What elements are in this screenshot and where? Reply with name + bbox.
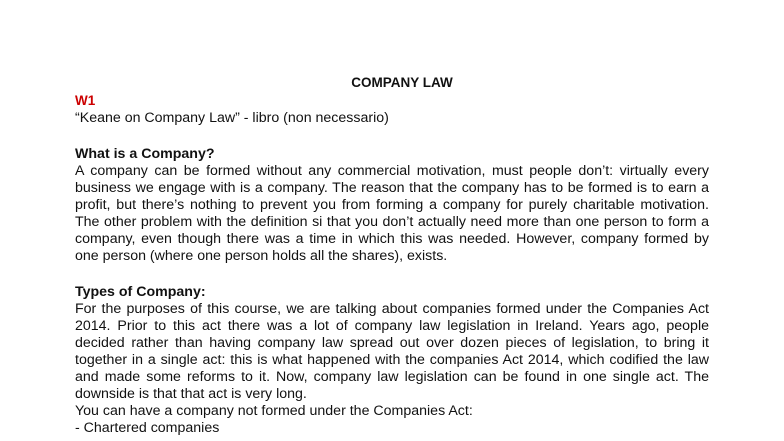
list-item: - Chartered companies — [75, 420, 220, 436]
spacer — [75, 127, 709, 145]
document-title: COMPANY LAW — [351, 75, 453, 90]
section-heading-types-of-company: Types of Company: — [75, 284, 206, 300]
section-paragraph-what-is-company: A company can be formed without any commercial motivation, must people don’t: virtually every business we engage with is a company. The reason that the company has to be formed is to earn a profit, but there’s nothing to prevent you from forming a company for purely charitable motivation. The other problem with the definition si that you don’t actually need more than one person to form a company, even though there was a time in which this was needed. However, company formed by one person (where one person holds all the shares), exists. — [75, 163, 709, 264]
section-line-not-formed: You can have a company not formed under the Companies Act: — [75, 403, 473, 419]
document-page — [75, 74, 709, 437]
spacer — [75, 265, 709, 283]
week-label: W1 — [75, 93, 96, 108]
section-heading-what-is-company: What is a Company? — [75, 146, 215, 162]
section-paragraph-types-of-company: For the purposes of this course, we are talking about companies formed under the Companies Act 2014. Prior to this act there was a lot of company law legislation in Ireland. Years ago, people decided rather than having company law spread out over dozen pieces of legislation, to bring it together in a single act: this is what happened with the companies Act 2014, which codified the law and made some reforms to it. Now, company law legislation can be found in one single act. The downside is that that act is very long. — [75, 301, 709, 402]
book-note: “Keane on Company Law” - libro (non necessario) — [75, 110, 389, 126]
